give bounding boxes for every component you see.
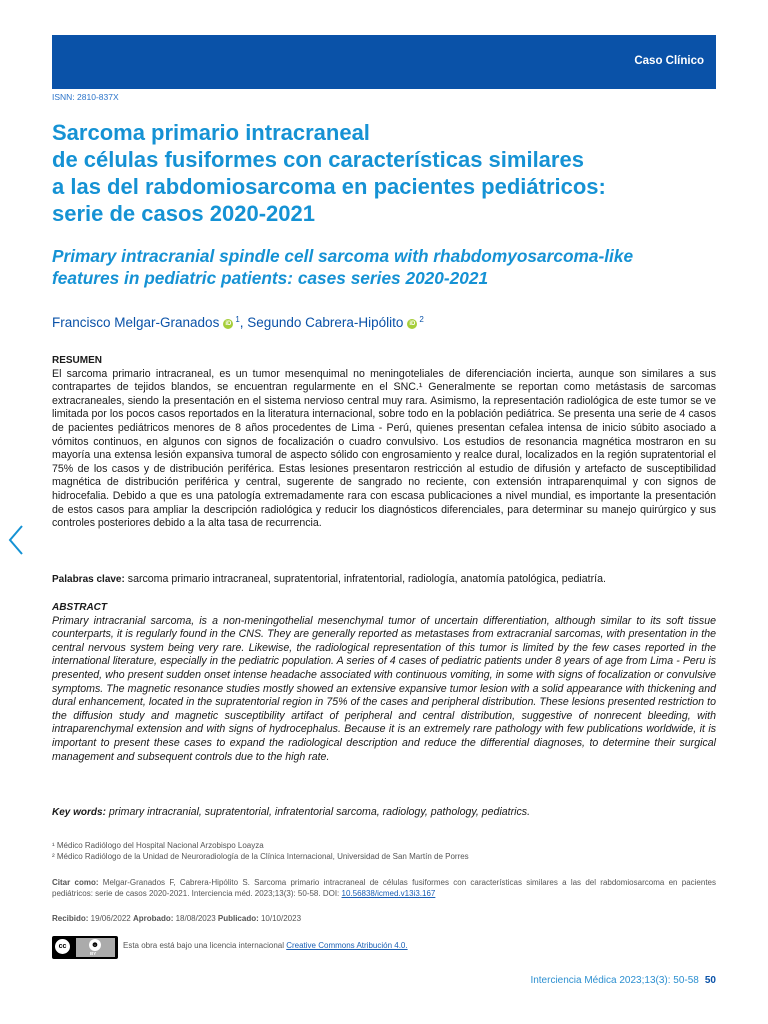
received-label: Recibido: xyxy=(52,914,89,923)
subtitle-line: Primary intracranial spindle cell sarcoma with rhabdomyosarcoma-like xyxy=(52,246,634,266)
license-link[interactable]: Creative Commons Atribución 4.0. xyxy=(286,941,408,950)
keywords-en-text: primary intracranial, supratentorial, infratentorial sarcoma, radiology, pathology, pediatrics. xyxy=(105,806,531,818)
title-line: de células fusiformes con características similares xyxy=(52,147,584,172)
cc-icon: cc xyxy=(55,939,70,954)
published-label: Publicado: xyxy=(217,914,259,923)
license-text: Esta obra está bajo una licencia internacional xyxy=(123,941,287,950)
author-affiliation: 1 xyxy=(235,315,240,324)
keywords xyxy=(52,573,716,587)
header-bar xyxy=(52,35,716,89)
received-date: 19/06/2022 xyxy=(88,914,133,923)
author-name: Segundo Cabrera-Hipólito xyxy=(247,315,404,330)
approved-label: Aprobado: xyxy=(132,914,174,923)
license xyxy=(123,941,408,950)
orcid-icon[interactable]: iD xyxy=(225,321,232,327)
doi-link[interactable]: 10.56838/icmed.v13i3.167 xyxy=(341,888,436,898)
keywords-en xyxy=(52,806,716,820)
orcid-icon[interactable]: iD xyxy=(409,321,416,327)
subtitle-line: features in pediatric patients: cases series 2020-2021 xyxy=(52,268,489,288)
cite-label: Citar como: xyxy=(52,878,99,887)
cite-text: Melgar-Granados F, Cabrera-Hipólito S. Sarcoma primario intracraneal de células fusiformes con características similares a las del rabdomiosarcoma en pacientes pediátricos: serie de casos 2020-2021. Interciencia méd. 2023;13(3): 50-58. DOI: xyxy=(52,878,717,898)
authors: Francisco Melgar-Granados iD $^1$, Segundo Cabrera-Hipólito iD $^2$ xyxy=(52,315,424,330)
affiliations xyxy=(52,841,716,862)
footer-journal: Interciencia Médica 2023;13(3): 50-58 xyxy=(530,975,699,986)
title-line: serie de casos 2020-2021 xyxy=(52,201,315,226)
chevron-left-icon[interactable] xyxy=(7,524,25,556)
person-icon: ☻ xyxy=(90,940,100,949)
published-date: 10/10/2023 xyxy=(258,914,302,923)
footer-citation xyxy=(530,975,716,986)
cc-license-badge[interactable] xyxy=(52,936,118,959)
affiliation-line: ¹ Médico Radiólogo del Hospital Nacional Arzobispo Loayza xyxy=(52,841,264,850)
author-name: Francisco Melgar-Granados xyxy=(52,315,220,330)
resumen xyxy=(52,354,716,531)
abstract-heading: ABSTRACT xyxy=(52,602,107,613)
article-subtitle xyxy=(52,245,732,289)
keywords-en-label: Key words: xyxy=(52,807,106,818)
affiliation-line: ² Médico Radiólogo de la Unidad de Neuroradiología de la Clínica Internacional, Universidad de San Martín de Porres xyxy=(52,851,469,861)
issn: ISNN: 2810-837X xyxy=(52,92,119,102)
section-label: Caso Clínico xyxy=(634,55,704,67)
abstract-text: Primary intracranial sarcoma, is a non-meningothelial mesenchymal tumor of uncertain differentiation, although similar to its soft tissue counterparts, it is regularly found in the CNS. They are generally reported as metastases from extracranial sarcomas, with presentation in the central nervous system being very rare. Likewise, the radiological representation of this tumor is limited by the few cases reported in the international literature, especially in the pediatric population. A series of 4 cases of pediatric patients under 8 years of age from Lima - Peru is presented, who present sudden onset intense headache associated with continuous vomiting, in some with signs of focalization or convulsive symptoms. The magnetic resonance studies mostly showed an extensive expansive tumor lesion with a solid appearance with thickening and dural enhancement, located in the supratentorial region in 75% of the cases and peripheral distribution. These lesions presented restriction to the diffusion study and magnetic susceptibility artifact of peripheral and central distribution, suggestive of nonrecent bleeding, with intraparenchymal extension and with signs of hydrocephalus. Because it is an extremely rare pathology with few publications worldwide, it is important to present these cases to expand the radiological description and reduce the differential diagnoses, to determine their surgical management and subsequent controls due to the high rate. xyxy=(52,614,716,763)
abstract xyxy=(52,601,716,764)
dates xyxy=(52,914,716,925)
title-line: Sarcoma primario intracraneal xyxy=(52,120,370,145)
page-number: 50 xyxy=(704,975,716,986)
keywords-text: sarcoma primario intracraneal, supratentorial, infratentorial, radiología, anatomía patológica, pediatría. xyxy=(124,573,606,585)
by-label: BY xyxy=(90,951,97,956)
title-line: a las del rabdomiosarcoma en pacientes pediátricos: xyxy=(52,174,606,199)
approved-date: 18/08/2023 xyxy=(173,914,218,923)
resumen-text: El sarcoma primario intracraneal, es un tumor mesenquimal no meningoteliales de diferenciación incierta, aunque son similares a sus contrapartes de tejidos blandos, se encuentran regularmente en el SNC.¹ Generalmente se reportan como metástasis de sarcomas extracraneales, siendo la presentación en el sistema nervioso central muy rara. Asimismo, la representación radiológica de este tumor se ve limitada por los pocos casos reportados en la literatura internacional, sobre todo en la población pediátrica. Se presenta una serie de 4 casos de pacientes pediátricos menores de 8 años procedentes de Lima - Perú, quienes presentan cefalea intensa de inicio súbito asociado a vómitos continuos, en algunos con signos de focalización o cuadro convulsivo. Los estudios de resonancia magnética mostraron en su mayoría una extensa lesión expansiva tumoral de aspecto sólido con engrosamiento y realce dural, localizados en la región supratentorial el 75% de los casos y de distribución periférica. Estas lesiones presentaron restricción al estudio de difusión y artefacto de susceptibilidad magnética de distribución periférica y central, sugerente de sangrado no reciente, con extensión intraparenquimal y con signos de hidrocefalia. Debido a que es una patología extremadamente rara con escasa publicaciones a nivel mundial, es importante la presentación de estos casos para ampliar la descripción radiológica y reducir los diagnósticos diferenciales, para determinar su manejo quirúrgico y sus controles posteriores debido a la alta tasa de recurrencia. xyxy=(52,367,716,530)
author-affiliation: 2 xyxy=(419,315,424,324)
citation xyxy=(52,878,716,899)
resumen-heading: RESUMEN xyxy=(52,355,103,366)
article-title xyxy=(52,119,732,227)
keywords-label: Palabras clave: xyxy=(52,574,125,585)
